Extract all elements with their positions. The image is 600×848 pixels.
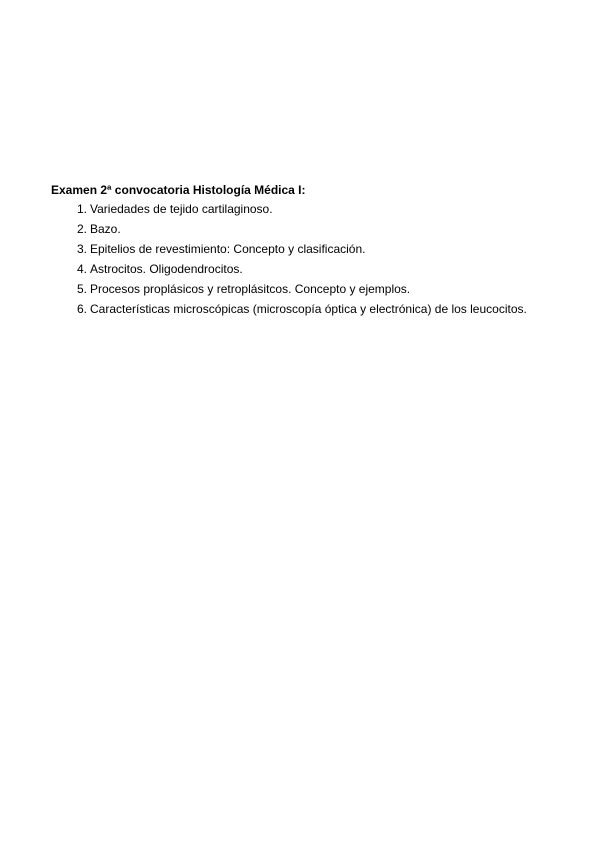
question-item [51, 202, 571, 222]
question-text: Características microscópicas (microscopía óptica y electrónica) de los leucocitos. [90, 302, 527, 316]
question-item [51, 302, 571, 322]
exam-title: Examen 2ª convocatoria Histología Médica I: [51, 183, 306, 197]
question-text: Procesos proplásicos y retroplásitcos. Concepto y ejemplos. [90, 282, 411, 296]
question-text: Epitelios de revestimiento: Concepto y clasificación. [90, 242, 366, 256]
question-text: Astrocitos. Oligodendrocitos. [90, 262, 243, 276]
question-item [51, 282, 571, 302]
question-number: 1. [76, 202, 87, 216]
question-number: 3. [76, 242, 87, 256]
question-number: 5. [76, 282, 87, 296]
question-text: Bazo. [90, 222, 121, 236]
question-number: 2. [76, 222, 87, 236]
question-number: 4. [76, 262, 87, 276]
question-item [51, 222, 571, 242]
question-item [51, 242, 571, 262]
document-content [51, 183, 571, 322]
question-list [51, 202, 571, 322]
question-text: Variedades de tejido cartilaginoso. [90, 202, 273, 216]
question-number: 6. [76, 302, 87, 316]
question-item [51, 262, 571, 282]
